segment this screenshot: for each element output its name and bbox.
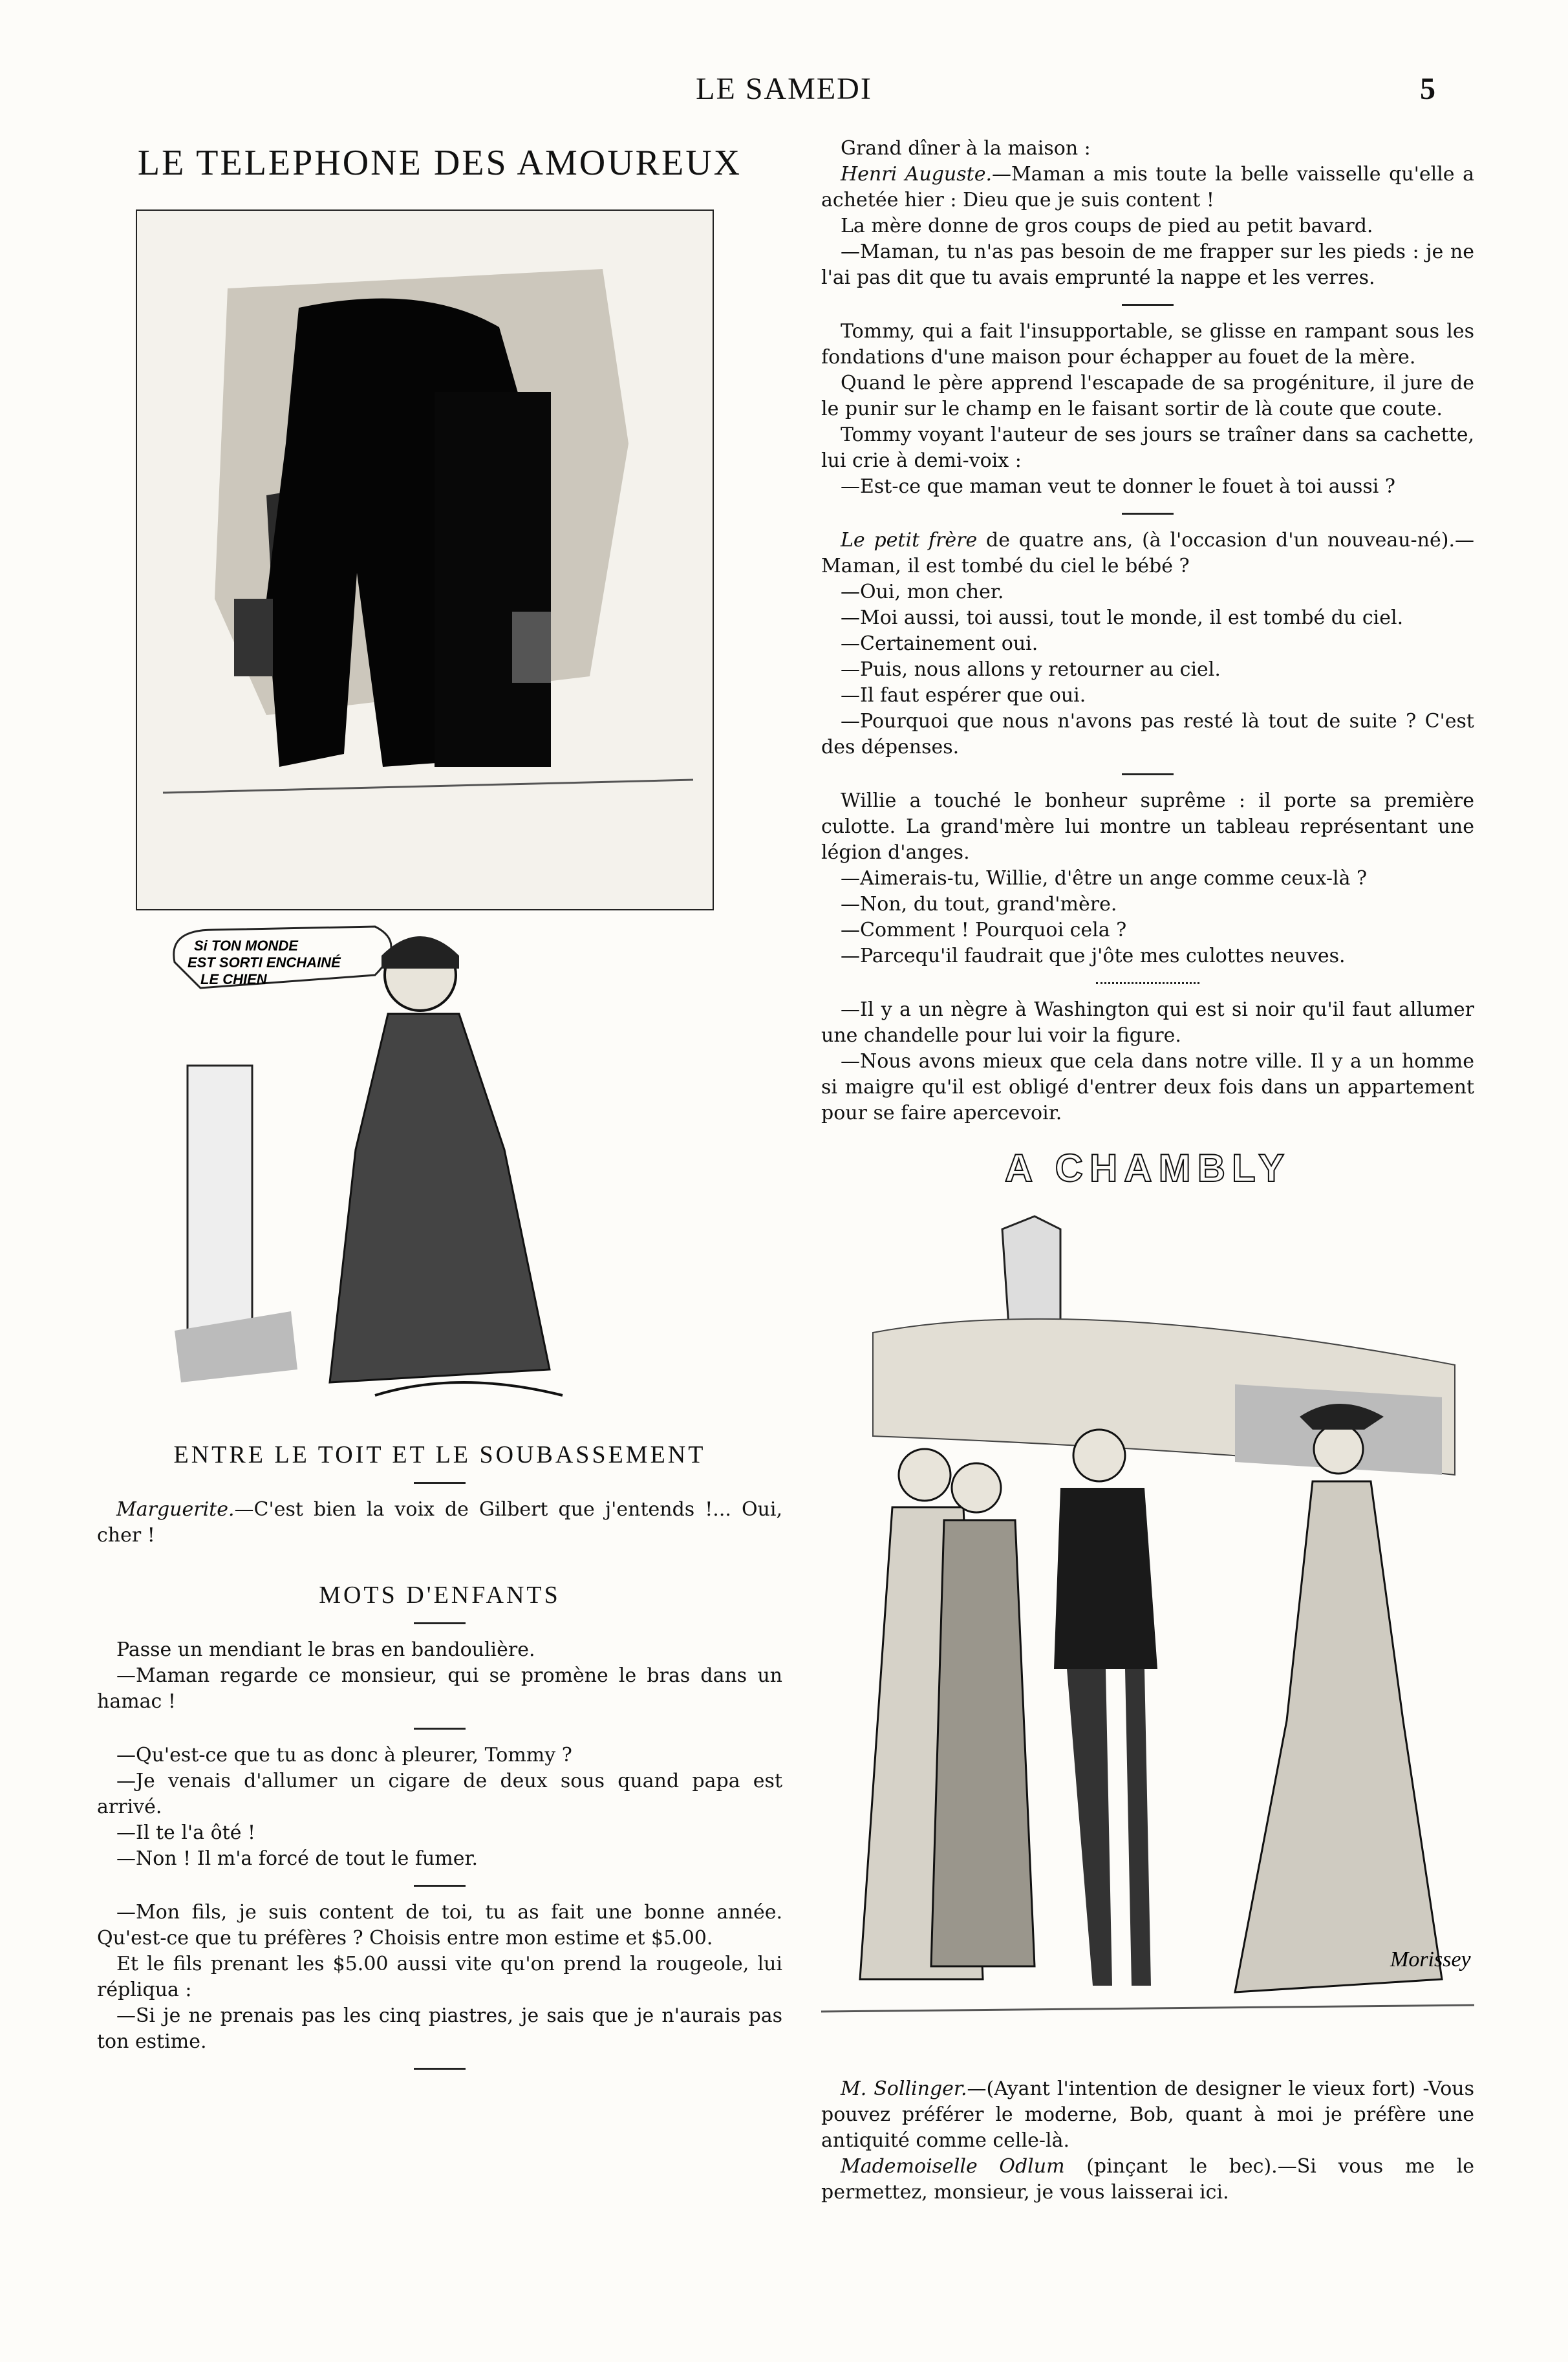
bubble-line-3: LE CHIEN <box>200 971 267 987</box>
paragraph: —Est-ce que maman veut te donner le fouet à toi aussi ? <box>841 475 1396 498</box>
bubble-line-1: Si TON MONDE <box>194 938 298 954</box>
section-title-entre-le-toit: ENTRE LE TOIT ET LE SOUBASSEMENT <box>173 1441 706 1468</box>
paragraph: Passe un mendiant le bras en bandoulière. <box>116 1638 535 1661</box>
marguerite-paragraph <box>97 1497 782 1549</box>
speaker-sollinger: M. Sollinger. <box>841 2077 967 2100</box>
paragraph: —Puis, nous allons y retourner au ciel. <box>841 658 1221 681</box>
right-column <box>821 136 1474 2206</box>
divider <box>414 1728 466 1730</box>
sollinger-text: —(Ayant l'intention de designer le vieux fort) -Vous pouvez préférer le moderne, Bob, quant à moi je préfère une antiquité comme celle-là. <box>821 2077 1474 2152</box>
paragraph: —Nous avons mieux que cela dans notre ville. Il y a un homme si maigre qu'il est obligé d'entrer deux fois dans un appartement pour se faire apercevoir. <box>821 1050 1474 1124</box>
paragraph: —Il y a un nègre à Washington qui est si noir qu'il faut allumer une chandelle pour lui voir la figure. <box>821 998 1474 1047</box>
divider <box>1122 304 1174 306</box>
paragraph: —Maman regarde ce monsieur, qui se promène le bras dans un hamac ! <box>97 1664 782 1713</box>
paragraph: —Qu'est-ce que tu as donc à pleurer, Tommy ? <box>116 1744 572 1766</box>
chambly-title: A CHAMBLY <box>1004 1146 1291 1190</box>
paragraph: —Parcequ'il faudrait que j'ôte mes culottes neuves. <box>841 945 1346 967</box>
fort-tower-icon <box>1002 1216 1060 1326</box>
paragraph: —Si je ne prenais pas les cinq piastres, je sais que je n'aurais pas ton estime. <box>97 2004 782 2053</box>
paragraph: —Maman, tu n'as pas besoin de me frapper sur les pieds : je ne l'ai pas dit que tu avais emprunté la nappe et les verres. <box>821 241 1474 289</box>
speaker-marguerite: Marguerite. <box>116 1498 235 1521</box>
dotted-divider <box>1096 982 1199 984</box>
odlum-text: (pinçant le bec).—Si vous me le permettez, monsieur, je vous laisserai ici. <box>821 2155 1475 2204</box>
paragraph: La mère donne de gros coups de pied au petit bavard. <box>841 215 1373 237</box>
paragraph: Tommy, qui a fait l'insupportable, se glisse en rampant sous les fondations d'une maison pour échapper au fouet de la mère. <box>821 320 1474 369</box>
paragraph: —Non, du tout, grand'mère. <box>841 893 1117 916</box>
chambly-drawing <box>821 1203 1474 2076</box>
paragraph: —Oui, mon cher. <box>841 581 1004 603</box>
paragraph: Et le fils prenant les $5.00 aussi vite qu'on prend la rougeole, lui répliqua : <box>97 1953 782 2001</box>
paragraph <box>821 528 1474 579</box>
paragraph: Tommy voyant l'auteur de ses jours se traîner dans sa cachette, lui crie à demi-voix : <box>821 424 1474 472</box>
paragraph: —Certainement oui. <box>841 632 1038 655</box>
paragraph: Grand dîner à la maison : <box>841 137 1091 160</box>
paragraph: Willie a touché le bonheur suprême : il porte sa première culotte. La grand'mère lui montre un tableau représentant une légion d'anges. <box>821 789 1474 864</box>
illustration-chambly <box>821 1203 1474 2076</box>
divider <box>414 1622 466 1624</box>
paragraph: —Non ! Il m'a forcé de tout le fumer. <box>116 1847 478 1870</box>
left-column <box>97 136 782 2083</box>
bubble-line-2: EST SORTI ENCHAINÉ <box>188 954 341 971</box>
marguerite-text: —C'est bien la voix de Gilbert que j'entends !... Oui, cher ! <box>97 1498 782 1547</box>
caption-sollinger <box>821 2076 1474 2154</box>
henri-text: —Maman a mis toute la belle vaisselle qu'elle a achetée hier : Dieu que je suis content ! <box>821 163 1474 211</box>
divider <box>414 1885 466 1887</box>
illustration-woman <box>162 917 653 1421</box>
divider <box>1122 513 1174 515</box>
divider <box>1122 773 1174 775</box>
paragraph: —Aimerais-tu, Willie, d'être un ange comme ceux-là ? <box>841 867 1368 890</box>
paragraph: —Mon fils, je suis content de toi, tu as fait une bonne année. Qu'est-ce que tu préfères ? Choisis entre mon estime et $5.00. <box>97 1901 782 1949</box>
speaker-odlum: Mademoiselle Odlum <box>841 2155 1065 2178</box>
woman-drawing <box>162 917 653 1421</box>
petit-frere-text: de quatre ans, (à l'occasion d'un nouveau-né).—Maman, il est tombé du ciel le bébé ? <box>821 529 1474 577</box>
paragraph: —Comment ! Pourquoi cela ? <box>841 919 1127 941</box>
speaker-petit-frere: Le petit frère <box>841 529 978 552</box>
paragraph <box>821 162 1474 213</box>
divider <box>414 2068 466 2070</box>
page-number: 5 <box>1420 72 1435 106</box>
page-header <box>0 71 1568 123</box>
paragraph: —Pourquoi que nous n'avons pas resté là tout de suite ? C'est des dépenses. <box>821 710 1474 758</box>
divider <box>414 1482 466 1484</box>
paragraph: —Je venais d'allumer un cigare de deux sous quand papa est arrivé. <box>97 1770 782 1818</box>
paragraph: —Moi aussi, toi aussi, tout le monde, il est tombé du ciel. <box>841 607 1404 629</box>
artist-signature: Morissey <box>1390 1948 1471 1971</box>
paragraph: —Il te l'a ôté ! <box>116 1821 256 1844</box>
speaker-henri: Henri Auguste. <box>841 163 992 186</box>
paragraph: —Il faut espérer que oui. <box>841 684 1086 707</box>
caption-odlum <box>821 2154 1474 2206</box>
headline: LE TELEPHONE DES AMOUREUX <box>137 143 742 183</box>
paragraph: Quand le père apprend l'escapade de sa progéniture, il jure de le punir sur le champ en le faisant sortir de là coute que coute. <box>821 372 1474 420</box>
newspaper-title: LE SAMEDI <box>696 72 872 106</box>
section-title-mots-d-enfants: MOTS D'ENFANTS <box>319 1582 561 1609</box>
illustration-silhouette <box>136 209 714 910</box>
silhouette-drawing <box>137 211 713 909</box>
